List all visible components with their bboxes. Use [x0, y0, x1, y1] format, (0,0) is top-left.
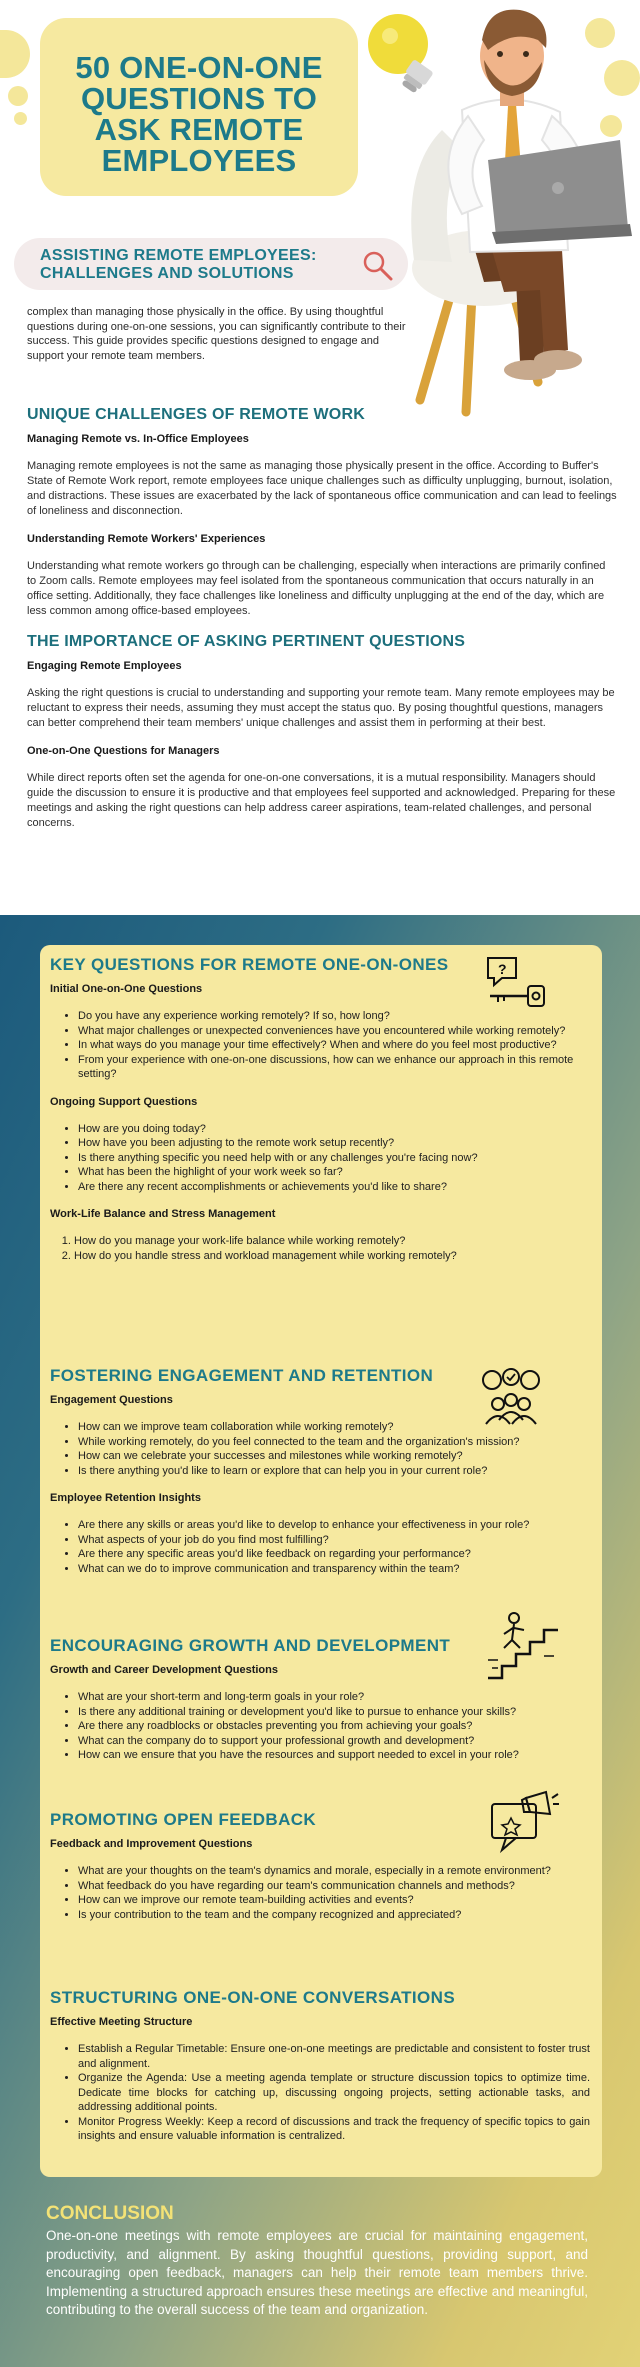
- question-key-icon: [480, 952, 550, 1012]
- section-heading: KEY QUESTIONS FOR REMOTE ONE-ON-ONES: [50, 955, 449, 974]
- subheading: Growth and Career Development Questions: [50, 1664, 278, 1676]
- list-item: • What feedback do you have regarding our team's communication channels and methods?: [78, 1879, 590, 1894]
- list-item: • Is your contribution to the team and the company recognized and appreciated?: [78, 1908, 590, 1923]
- section-heading: PROMOTING OPEN FEEDBACK: [50, 1810, 317, 1829]
- subheading: One-on-One Questions for Managers: [27, 745, 220, 757]
- decor-dot: [0, 30, 30, 78]
- subheading: Understanding Remote Workers' Experiences: [27, 533, 266, 545]
- list-item: • How have you been adjusting to the remote work setup recently?: [78, 1136, 590, 1151]
- structure-block: [50, 1988, 590, 2158]
- list-item: • Is there anything you'd like to learn or explore that can help you in your current role?: [78, 1464, 590, 1479]
- list-item: 2. How do you handle stress and workload management while working remotely?: [74, 1249, 590, 1264]
- page-title: 50 ONE-ON-ONE QUESTIONS TO ASK REMOTE EMPLOYEES: [75, 50, 323, 178]
- paragraph: While direct reports often set the agenda for one-on-one conversations, it is a mutual responsibility. Managers should guide the discussion to ensure it is productive and that employees feel supported and acknowledged. Preparing for these meetings and asking the right questions can help address career aspirations, team-related challenges, and personal concerns.: [27, 772, 616, 829]
- list-item: • Is there any additional training or development you'd like to pursue to enhance your skills?: [78, 1705, 590, 1720]
- section-heading: FOSTERING ENGAGEMENT AND RETENTION: [50, 1366, 434, 1385]
- list-item: • Are there any skills or areas you'd like to develop to enhance your effectiveness in your role?: [78, 1518, 590, 1533]
- question-list: [62, 1420, 590, 1478]
- svg-text:?: ?: [498, 961, 507, 977]
- list-item: • How can we ensure that you have the resources and support needed to excel in your role?: [78, 1748, 590, 1763]
- subheading: Work-Life Balance and Stress Management: [50, 1208, 276, 1220]
- list-item: • What are your short-term and long-term goals in your role?: [78, 1690, 590, 1705]
- conclusion-section: [46, 2203, 588, 2320]
- list-item: • What major challenges or unexpected conveniences have you encountered while working remotely?: [78, 1024, 590, 1039]
- title-card: [40, 18, 358, 196]
- list-item: • Are there any roadblocks or obstacles preventing you from achieving your goals?: [78, 1719, 590, 1734]
- magnifier-icon: [360, 248, 394, 282]
- subheading: Feedback and Improvement Questions: [50, 1838, 253, 1850]
- list-item: 1. How do you manage your work-life balance while working remotely?: [74, 1234, 590, 1249]
- structure-list: [62, 2042, 590, 2144]
- conclusion-text: One-on-one meetings with remote employees are crucial for maintaining engagement, productivity, and alignment. By asking thoughtful questions, providing support, and encouraging open feedback, managers can help their remote team members thrive. Implementing a structured approach ensures these meetings are effective and meaningful, contributing to the overall success of the team and organization.: [46, 2228, 588, 2317]
- list-item: • What are your thoughts on the team's dynamics and morale, especially in a remote environment?: [78, 1864, 590, 1879]
- subtitle: ASSISTING REMOTE EMPLOYEES: CHALLENGES AND SOLUTIONS: [40, 247, 317, 282]
- list-item: • How can we celebrate your successes and milestones while working remotely?: [78, 1449, 590, 1464]
- list-item: • Is there anything specific you need help with or any challenges you're facing now?: [78, 1151, 590, 1166]
- list-item: • How can we improve our remote team-building activities and events?: [78, 1893, 590, 1908]
- businessman-laptop-illustration: [392, 0, 636, 420]
- subheading: Managing Remote vs. In-Office Employees: [27, 433, 249, 445]
- list-item: • What aspects of your job do you find most fulfilling?: [78, 1533, 590, 1548]
- subheading: Engaging Remote Employees: [27, 660, 182, 672]
- decor-dot: [8, 86, 28, 106]
- paragraph: Asking the right questions is crucial to understanding and supporting your remote team. Many remote employees may be reluctant to express their needs, assuming they must accept the status quo. By posing thoughtful questions, managers can better comprehend their team members' unique challenges and assist them in performing at their best.: [27, 687, 615, 729]
- question-list: [58, 1234, 590, 1263]
- list-item: • In what ways do you manage your time effectively? When and where do you feel most productive?: [78, 1038, 590, 1053]
- subheading: Employee Retention Insights: [50, 1492, 201, 1504]
- subheading: Initial One-on-One Questions: [50, 983, 203, 995]
- question-list: [62, 1122, 590, 1195]
- megaphone-board-icon: [488, 1790, 560, 1856]
- list-item: • What can the company do to support your professional growth and development?: [78, 1734, 590, 1749]
- list-item: • While working remotely, do you feel connected to the team and the organization's mission?: [78, 1435, 590, 1450]
- team-feedback-icon: [480, 1368, 542, 1428]
- paragraph: Managing remote employees is not the same as managing those physically present in the office. According to Buffer's State of Remote Work report, remote employees face unique challenges such as difficulty unplugging, burnout, isolation, and distractions. These issues are exacerbated by the lack of spontaneous office communication and can lead to feelings of loneliness and disconnection.: [27, 460, 617, 517]
- subheading: Engagement Questions: [50, 1394, 173, 1406]
- question-list: [62, 1518, 590, 1576]
- intro-paragraph: complex than managing those physically in the office. By using thoughtful questions during one-on-one sessions, you can significantly contribute to their success. This guide provides specific questions designed to engage and support your remote team members.: [27, 306, 406, 362]
- list-item: • What can we do to improve communication and transparency within the team?: [78, 1562, 590, 1577]
- conclusion-heading: CONCLUSION: [46, 2203, 174, 2224]
- list-item: • Organize the Agenda: Use a meeting agenda template or structure discussion topics to optimize time. Dedicate time blocks for catching up, discussing ongoing projects, setting actionable tasks, and addressing additional points.: [78, 2071, 590, 2115]
- paragraph: Understanding what remote workers go through can be challenging, especially when interactions are primarily confined to Zoom calls. Remote employees may feel isolated from the spontaneous communication that occurs naturally in an office setting. Additionally, they face challenges like loneliness and difficulty unplugging at the end of the day, which are less common among office-based employees.: [27, 560, 606, 617]
- question-list: [62, 1690, 590, 1763]
- section-heading: UNIQUE CHALLENGES OF REMOTE WORK: [27, 406, 365, 423]
- decor-dot: [14, 112, 27, 125]
- section-heading: STRUCTURING ONE-ON-ONE CONVERSATIONS: [50, 1988, 456, 2007]
- list-item: • Monitor Progress Weekly: Keep a record of discussions and track the frequency of specific topics to gain insights and ensure valuable information is centralized.: [78, 2115, 590, 2144]
- list-item: • Are there any specific areas you'd like feedback on regarding your performance?: [78, 1547, 590, 1562]
- question-list: [62, 1009, 590, 1082]
- subtitle-pill: [14, 238, 408, 290]
- section-heading: ENCOURAGING GROWTH AND DEVELOPMENT: [50, 1636, 451, 1655]
- hero-section: [0, 0, 640, 420]
- list-item: • Are there any recent accomplishments or achievements you'd like to share?: [78, 1180, 590, 1195]
- list-item: • Establish a Regular Timetable: Ensure one-on-one meetings are predictable and consistent to foster trust and alignment.: [78, 2042, 590, 2071]
- stairs-growth-icon: [484, 1610, 560, 1682]
- question-list: [62, 1864, 590, 1922]
- list-item: • From your experience with one-on-one discussions, how can we enhance our approach in this remote setting?: [78, 1053, 590, 1082]
- subheading: Effective Meeting Structure: [50, 2016, 193, 2028]
- list-item: • What has been the highlight of your work week so far?: [78, 1165, 590, 1180]
- subheading: Ongoing Support Questions: [50, 1095, 198, 1108]
- list-item: • How are you doing today?: [78, 1122, 590, 1137]
- article-section: [27, 406, 617, 845]
- list-item: • How can we improve team collaboration while working remotely?: [78, 1420, 590, 1435]
- list-item: • Do you have any experience working remotely? If so, how long?: [78, 1009, 590, 1024]
- section-heading: THE IMPORTANCE OF ASKING PERTINENT QUESTIONS: [27, 633, 466, 650]
